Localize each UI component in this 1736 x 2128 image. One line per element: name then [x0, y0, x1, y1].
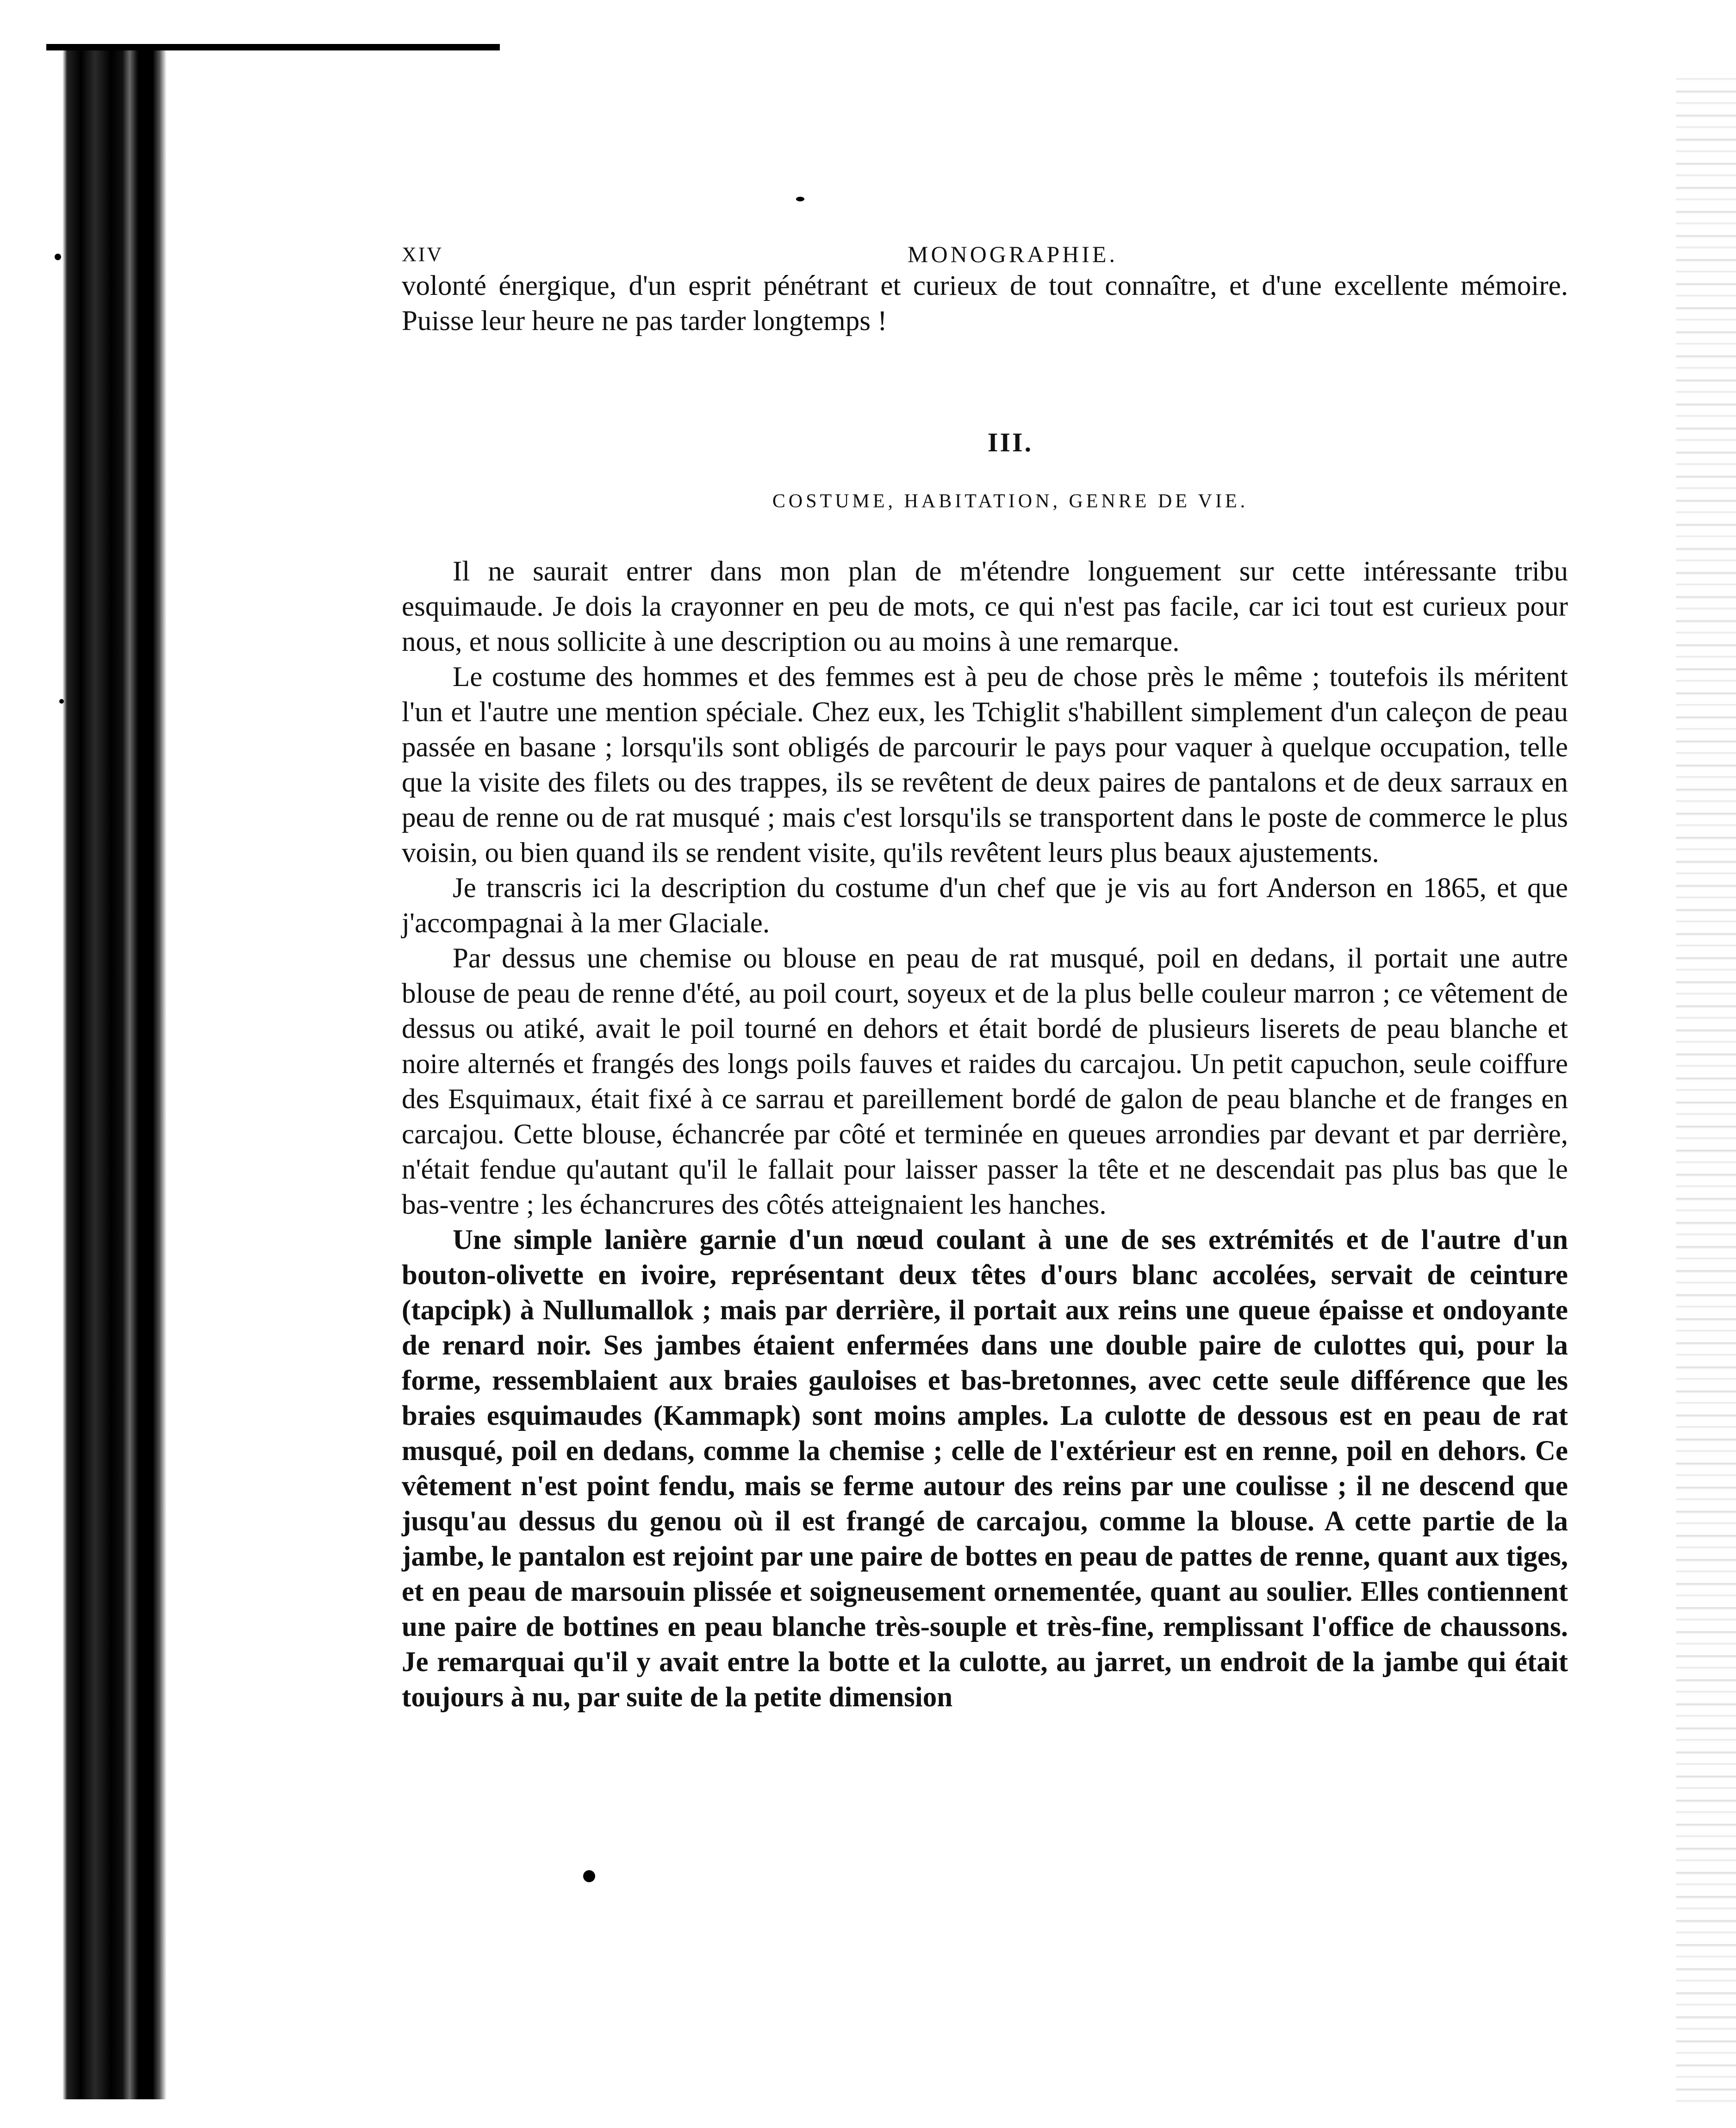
scan-speck [55, 254, 61, 260]
scan-speck [583, 1870, 595, 1882]
paragraph-3: Je transcris ici la description du costume d'un chef que je vis au fort Anderson en 1865, et que j'accompagnai à la mer Glaciale. [402, 873, 1568, 939]
scan-speck [796, 197, 804, 201]
binding-shadow [0, 44, 167, 2099]
paragraph-4: Par dessus une chemise ou blouse en peau de rat musqué, poil en dedans, il portait une autre blouse de peau de renne d'été, au poil court, soyeux et de la plus belle couleur marron ; ce vêtement de dessus ou atiké, avait le poil tourné en dehors et était bordé de plusieurs liserets de peau blanche et noire alternés et frangés des longs poils fauves et raides du carcajou. Un petit capuchon, seule coiffure des Esquimaux, était fixé à ce sarrau et pareillement bordé de galon de peau blanche et de franges en carcajou. Cette blouse, échancrée par côté et terminée en queues arrondies par devant et par derrière, n'était fendue qu'autant qu'il le fallait pour laisser passer la tête et ne descendait pas plus bas que le bas-ventre ; les échancrures des côtés atteignaient les hanches. [402, 943, 1568, 1220]
running-header [402, 231, 1568, 267]
running-title: MONOGRAPHIE. [908, 241, 1118, 267]
page-number: XIV [402, 243, 444, 266]
scan-edge-bar [46, 44, 500, 50]
scan-speck [59, 699, 64, 704]
scan-edge-noise [1676, 69, 1736, 2106]
paragraph-1: Il ne saurait entrer dans mon plan de m'étendre longuement sur cette intéressante tribu esquimaude. Je dois la crayonner en peu de mots, ce qui n'est pas facile, car ici tout est curieux pour nous, et nous sollicite à une description ou au moins à une remarque. [402, 556, 1568, 657]
page-content [402, 231, 1568, 1715]
paragraph-2: Le costume des hommes et des femmes est à peu de chose près le même ; toutefois ils méritent l'un et l'autre une mention spéciale. Chez eux, les Tchiglit s'habillent simplement d'un caleçon de peau passée en basane ; lorsqu'ils sont obligés de parcourir le pays pour vaquer à quelque occupation, telle que la visite des filets ou des trappes, ils se revêtent de deux paires de pantalons et de deux sarraux en peau de renne ou de rat musqué ; mais c'est lorsqu'ils se transportent dans le poste de commerce le plus voisin, ou bien quand ils se rendent visite, qu'ils revêtent leurs plus beaux ajustements. [402, 661, 1568, 868]
section-title: COSTUME, HABITATION, GENRE DE VIE. [772, 491, 1249, 512]
paragraph-5: Une simple lanière garnie d'un nœud coulant à une de ses extrémités et de l'autre d'un bouton-olivette en ivoire, représentant deux têtes d'ours blanc accolées, servait de ceinture (tapcipk) à Nullumallok ; mais par derrière, il portait aux reins une queue épaisse et ondoyante de renard noir. Ses jambes étaient enfermées dans une double paire de culottes qui, pour la forme, ressemblaient aux braies gauloises et bas-bretonnes, avec cette seule différence que les braies esquimaudes (Kammapk) sont moins amples. La culotte de dessous est en peau de rat musqué, poil en dedans, comme la chemise ; celle de l'extérieur est en renne, poil en dehors. Ce vêtement n'est point fendu, mais se ferme autour des reins par une coulisse ; il ne descend que jusqu'au dessus du genou où il est frangé de carcajou, comme la blouse. A cette partie de la jambe, le pantalon est rejoint par une paire de bottes en peau de pattes de renne, quant aux tiges, et en peau de marsouin plissée et soigneusement ornementée, quant au soulier. Elles contiennent une paire de bottines en peau blanche très-souple et très-fine, remplissant l'office de chaussons. Je remarquai qu'il y avait entre la botte et la culotte, au jarret, un endroit de la jambe qui était toujours à nu, par suite de la petite dimension [402, 1224, 1568, 1713]
section-number: III. [987, 427, 1033, 457]
continued-paragraph: volonté énergique, d'un esprit pénétrant et curieux de tout connaître, et d'une excellente mémoire. Puisse leur heure ne pas tarder longtemps ! [402, 270, 1568, 337]
